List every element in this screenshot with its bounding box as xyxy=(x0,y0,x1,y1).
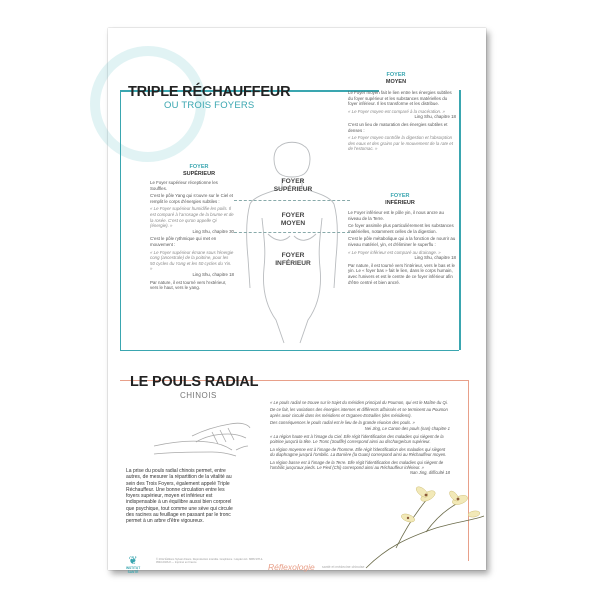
moyen-text: Le Foyer moyen fait le lien entre les énergies subtiles du foyer supérieur et les substances matérielles du foyer inférieur. Il les transforme et les distribue. « Le Foyer moyen est comparé à la macération. » Ling Shu, chapitre 18 C'est un lieu de maturation des énergies subtiles et denses : « Le Foyer moyen contrôle la digestion et l'absorption des eaux et des grains par le mouvement de la rate et de l'estomac. » xyxy=(348,90,456,152)
inferieur-text: Le Foyer inférieur est le pôle yin, il nous ancre au niveau de la Terre. Ce foyer assimile plus particulièrement les substances matérielles, notamment celles de la digestion. C'est le pôle métabolique qui a la fonction de nourrir au niveau matériel, yin, et d'éliminer le superflu : « Le Foyer inférieur est comparé au drainage. » Ling Shu, chapitre 18 Par nature, il est tourné vers l'intérieur, vers le bas et le yin. Le « foyer bas » fait le lien, dans le corps humain, avec l'univers et est le centre de ce foyer inférieur afin d'être centré et bien ancré. xyxy=(348,210,456,285)
publisher-logo: ❦ INSTITUT SANTÉ xyxy=(116,556,150,575)
zone-moyen: FOYER MOYEN xyxy=(280,212,306,227)
section1-subtitle: OU TROIS FOYERS xyxy=(164,100,255,111)
zone-superieur: FOYER SUPÉRIEUR xyxy=(273,178,313,193)
superieur-text: Le Foyer supérieur réceptionne les Souffles. C'est le pôle Yang qui s'ouvre sur le Ciel et remplit le corps d'énergies subtiles : « Le Foyer supérieur humidifie les poils. Il est comparé à l'arrosage de la brume et de la rosée. C'est ce qu'on appelle Qi (énergie). » Ling Shu, chapitre 30 C'est le pôle rythmique qui met en mouvement : « Le Foyer supérieur émane sous l'énergie cong (ancestrale) de la poitrine, pour les 50 cycles du Yang et les 50 cycles du Yin. » Ling Shu, chapitre 18 Par nature, il est tourné vers l'extérieur, vers le haut, vers le yang. xyxy=(150,180,234,291)
section2-title: LE POULS RADIAL xyxy=(130,374,259,390)
zone-inferieur: FOYER INFÉRIEUR xyxy=(275,252,311,267)
pulse-hands-illustration xyxy=(152,406,252,462)
divider-lower xyxy=(234,232,350,233)
divider-upper xyxy=(234,200,350,201)
brand-name: Réflexologie xyxy=(268,562,315,572)
section1-title: TRIPLE RÉCHAUFFEUR xyxy=(128,84,291,100)
orchid-illustration xyxy=(356,468,486,570)
pouls-description: La prise du pouls radial chinois permet, entre autres, de mesurer la répartition de la vitalité au sein des Trois Foyers, également appelé Triple Réchauffeur. Une bonne circulation entre les foyers supérieur, moyen et inférieur est indispensable à un équilibre aussi bien corporel que psychique, tout comme une sève qui circule des racines au feuillage en passant par le tronc permet à un arbre d'être vigoureux. xyxy=(126,468,233,525)
pouls-quotes: « Le pouls radial se trouve sur le trajet du méridien principal du Poumon, qui est le Maître du Qi. De ce fait, les variations des énergies internes et différents affaissés et se terminent au Poumon après avoir circulé dans les méridiens et Organes-Entrailles (des méridiens). Des conséquences le pouls radial est le lieu de la grande réunion des pouls. » Nei Jing, Le Canon des pouls (nan) chapitre 1 « La région haute est à l'image du Ciel. Elle régit l'identification des maladies qui siègent de la poitrine jusqu'à la tête. Le Tronc (Souffle) correspond ainsi au discharge/cun supérieur. La région moyenne est à l'image de l'homme. Elle régit l'identification des maladies qui siègent du diaphragme jusqu'à l'ombilic. La Barrière (la Guan) correspond ainsi au Réchauffeur moyen. La région basse est à l'image de la Terre. Elle régit l'identification des maladies qui siègent de l'ombilic jusqu'aux pieds. Le Pied (Chi) correspond ainsi au Réchauffeur inférieur. » Nan Jing, difficulté 18 xyxy=(270,400,450,476)
section2-subtitle: CHINOIS xyxy=(180,391,217,400)
inferieur-heading: FOYER INFÉRIEUR xyxy=(385,193,415,206)
lotus-icon: ❦ xyxy=(128,555,138,567)
poster-sheet xyxy=(108,28,486,574)
moyen-heading: FOYER MOYEN xyxy=(385,72,407,85)
copyright-text: © 2012 Éditions Sylvain Fleurs. Reproduction interdite. Graphisme : Hayden Art. ISBN 978-2-9540-0026-8 — Imprimé en France xyxy=(156,558,264,565)
brand-tagline: santé et médecine chinoise xyxy=(322,565,365,569)
torso-figure xyxy=(236,138,348,348)
superieur-heading: FOYER SUPÉRIEUR xyxy=(182,164,216,177)
